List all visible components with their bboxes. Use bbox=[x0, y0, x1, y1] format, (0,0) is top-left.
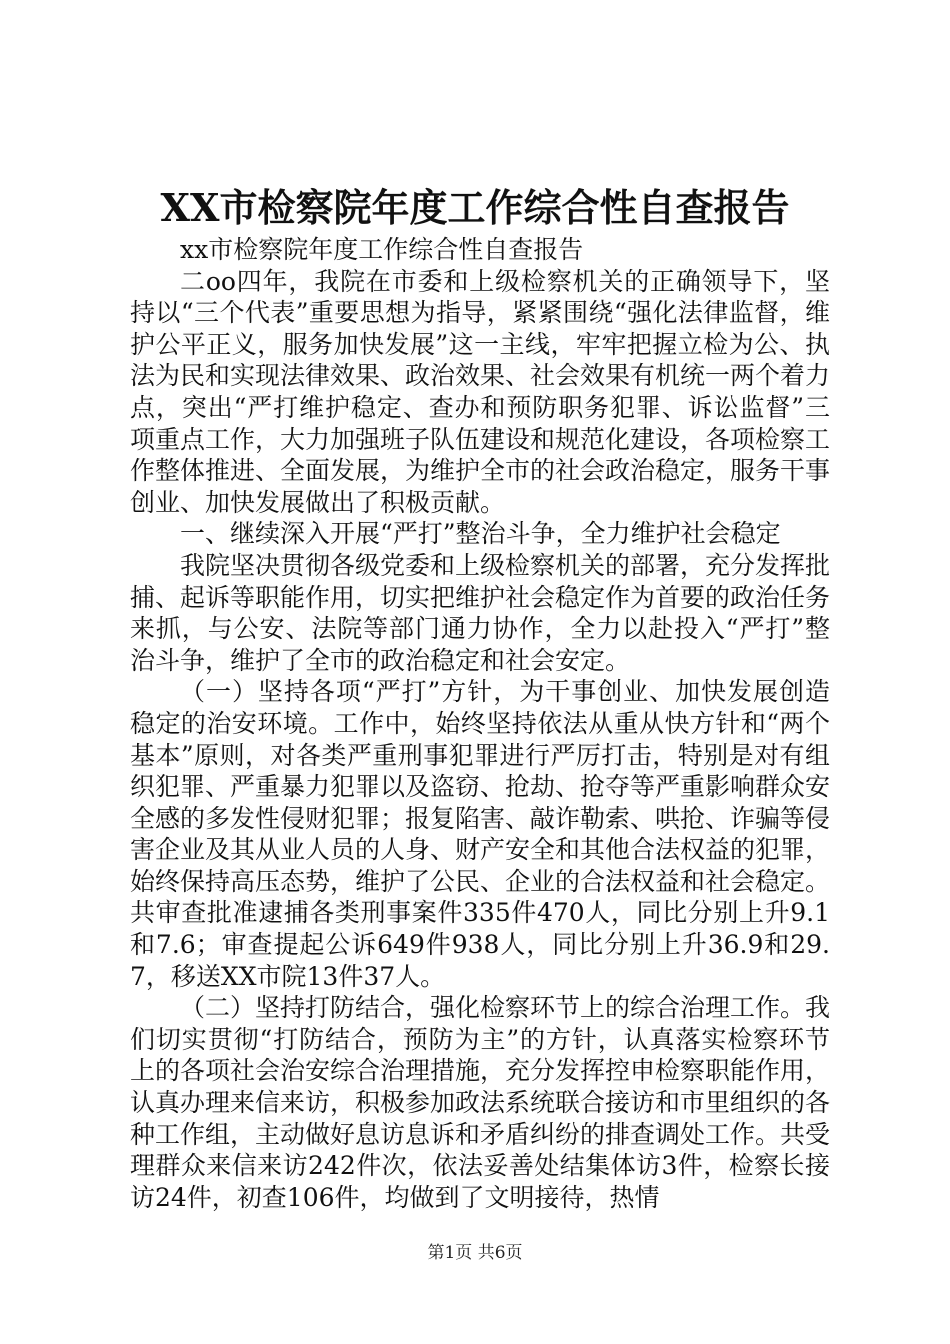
document-body bbox=[130, 234, 830, 1213]
subsection-2-paragraph: （二）坚持打防结合，强化检察环节上的综合治理工作。我们切实贯彻“打防结合，预防为主”的方针，认真落实检察环节上的各项社会治安综合治理措施，充分发挥控申检察职能作用，认真办理来信来访，积极参加政法系统联合接访和市里组织的各种工作组，主动做好息访息诉和矛盾纠纷的排查调处工作。共受理群众来信来访242件次，依法妥善处结集体访3件，检察长接访24件，初查106件，均做到了文明接待，热情 bbox=[130, 993, 831, 1212]
page-footer: 第1页 共6页 bbox=[427, 1243, 523, 1263]
subsection-1-paragraph: （一）坚持各项“严打”方针，为干事创业、加快发展创造稳定的治安环境。工作中，始终坚持依法从重从快方针和“两个基本”原则，对各类严重刑事犯罪进行严厉打击，特别是对有组织犯罪、严重暴力犯罪以及盗窃、抢劫、抢夺等严重影响群众安全感的多发性侵财犯罪；报复陷害、敲诈勒索、哄抢、诈骗等侵害企业及其从业人员的人身、财产安全和其他合法权益的犯罪，始终保持高压态势，维护了公民、企业的合法权益和社会稳定。共审查批准逮捕各类刑事案件335件470人，同比分别上升9.1和7.6；审查提起公诉649件938人，同比分别上升36.9和29.7，移送XX市院13件37人。 bbox=[130, 677, 831, 991]
subtitle-paragraph: xx市检察院年度工作综合性自查报告 bbox=[180, 235, 584, 264]
intro-paragraph: 二oo四年，我院在市委和上级检察机关的正确领导下，坚持以“三个代表”重要思想为指导，紧紧围绕“强化法律监督，维护公平正义，服务加快发展”这一主线，牢牢把握立检为公、执法为民和实现法律效果、政治效果、社会效果有机统一两个着力点，突出“严打维护稳定、查办和预防职务犯罪、诉讼监督”三项重点工作，大力加强班子队伍建设和规范化建设，各项检察工作整体推进、全面发展，为维护全市的社会政治稳定，服务干事创业、加快发展做出了积极贡献。 bbox=[130, 266, 831, 517]
document-title: XX市检察院年度工作综合性自查报告 bbox=[160, 185, 790, 230]
section-heading-1: 一、继续深入开展“严打”整治斗争，全力维护社会稳定 bbox=[180, 519, 781, 549]
section-1-paragraph: 我院坚决贯彻各级党委和上级检察机关的部署，充分发挥批捕、起诉等职能作用，切实把维护社会稳定作为首要的政治任务来抓，与公安、法院等部门通力协作，全力以赴投入“严打”整治斗争，维护了全市的政治稳定和社会安定。 bbox=[130, 550, 831, 675]
